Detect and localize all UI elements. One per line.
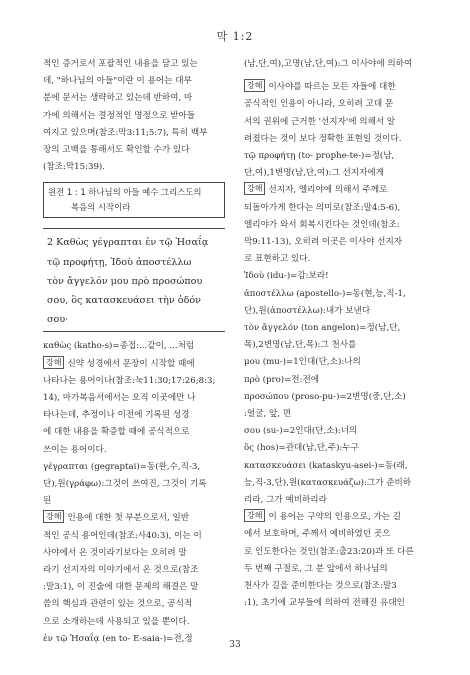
- text-line: 이 용어는 구약의 인용으로, 가는 길: [268, 512, 402, 523]
- vocab-entry: 리라, 그가 예비하리라: [244, 495, 327, 506]
- vocab-entry: [43, 459, 225, 511]
- vocab-entry: 단),원(ἀποστέλλω):내가 보낸다: [244, 305, 371, 316]
- text-line: 적인 증거로서 포괄적인 내용을 담고 있는: [43, 59, 198, 69]
- text-line: :말3:1), 이 진술에 대한 문제의 해결은 말: [43, 582, 199, 593]
- verse-line: 2 Καθὼς γέγραπται ἐν τῷ Ἠσαΐᾳ: [47, 237, 209, 249]
- text-line: 선지자, 엘리야에 의해서 주께로: [268, 185, 388, 196]
- text-line: 분에 문서는 생략하고 있는데 반하여, 마: [43, 93, 193, 104]
- kanghae-tag: 강해: [43, 356, 64, 369]
- vocab-entry: καθὼς (katho-s)=종접:...같이, ...처럼: [43, 341, 195, 352]
- kanghae-tag: 강해: [244, 509, 265, 522]
- text-line: 나타나는 용어이나(참조:눅11:30;17:26;8:3;: [43, 375, 216, 386]
- kanghae-tag: 강해: [244, 182, 265, 195]
- vocab-entry: :얼굴, 앞, 면: [244, 409, 292, 420]
- vocab-entry: [244, 148, 433, 182]
- text-line: 타나는데, 추정이나 이전에 기록된 성경: [43, 410, 190, 421]
- text-line: 쓰이는 용어이다.: [43, 444, 107, 455]
- text-line: 이사야를 따르는 모든 자들에 대한: [268, 82, 396, 93]
- kanghae-tag: 강해: [244, 79, 265, 92]
- text-line: 되돌아가게 한다는 의미로(참조:말4:5-6),: [244, 202, 401, 213]
- page-number: 33: [229, 640, 241, 650]
- text-line: 씀의 핵심과 관련이 있는 것으로, 공식적: [43, 599, 193, 610]
- text-line: 장의 고백을 통해서도 확인할 수가 있다: [43, 145, 190, 156]
- running-header: 막 1:2: [216, 30, 254, 43]
- original-text-box: [43, 182, 225, 218]
- text-line: (참조:막15:39).: [43, 162, 106, 173]
- text-line: 공식적인 인용이 아니라, 오히려 고대 문: [244, 99, 394, 110]
- vocab-entry: σου (su-)=2인대(단,소):너의: [244, 426, 358, 437]
- left-column: [43, 56, 225, 648]
- text-line: 막9:11-13), 오히려 이곳은 이사야 선지자: [244, 237, 403, 248]
- vocab-entry: ὃς (hos)=관대(남,단,주):누구: [244, 443, 359, 454]
- text-line: 인용에 대한 첫 부분으로서, 일반: [67, 513, 190, 524]
- text-line: 라기 선지자의 이야기에서 온 것으로(참조: [43, 565, 199, 576]
- text-line: 서의 권위에 근거한 '선지자'에 의해서 알: [244, 116, 396, 127]
- verse-line: σου, ὃς κατασκευάσει τὴν ὁδόν: [47, 295, 201, 307]
- vocab-entry: προσώπου (proso-pu-)=2변명(중,단,소): [244, 391, 406, 402]
- text-line: γέγραπται (gegraptai)=동(완,수,직-3,: [43, 461, 201, 472]
- text-line: 로 인도한다는 것인(참조:출23:20)과 또 다른: [244, 546, 414, 557]
- vocab-entry: μου (mu-)=1인대(단,소):나의: [244, 357, 361, 368]
- vocab-entry: ἀποστέλλω (apostello-)=동(현,능,직-1,: [244, 288, 406, 299]
- text-line: 사야에서 온 것이라기보다는 오히려 말: [43, 547, 187, 558]
- vocab-entry: 목),2변명(남,단,목):그 천사를: [244, 340, 357, 351]
- text-line: 단,여),1변명(남,단,여):그 선지자에게: [244, 168, 385, 179]
- text-line: 엘리야가 와서 회복시킨다는 것인데(참조:: [244, 219, 400, 230]
- text-line: 데, "하나님의 아들"이란 이 용어는 대부: [43, 76, 192, 87]
- text-line: :1), 초기에 교부들에 의하여 전해진 유대인: [244, 598, 405, 609]
- intro-paragraph: [43, 56, 225, 176]
- text-line: 14), 마가복음서에서는 오직 이곳에만 나: [43, 393, 196, 404]
- commentary-paragraph: [244, 509, 433, 612]
- greek-verse: [43, 228, 225, 332]
- text-line: 에서 보호하며, 주께서 예비하였던 곳으: [244, 529, 391, 540]
- vocab-entry: τὸν ἄγγελόν (ton angelon)=정(남,단,: [244, 323, 401, 334]
- verse-line: σου·: [47, 314, 69, 326]
- text-line: 두 번째 구절로, 그 분 앞에서 하나님의: [244, 563, 388, 574]
- vocab-list: [244, 268, 433, 509]
- text-line: 가에 의해서는 결정적인 명정으로 받아들: [43, 110, 196, 121]
- vocab-entry: ἐν τῷ Ἠσαΐᾳ (en to- E-saia-)=전,정: [43, 633, 193, 644]
- box-line: 복음의 시작이라: [71, 202, 131, 213]
- commentary-paragraph: [244, 79, 433, 148]
- commentary-paragraph: [43, 510, 225, 630]
- vocab-entry: 능,직-3,단),원(κατασκευάζω):그가 준비하: [244, 477, 412, 488]
- kanghae-tag: 강해: [43, 510, 64, 523]
- text-line: 단),원(γράφω):그것이 쓰여진, 그것이 기록: [43, 479, 207, 490]
- text-line: 여지고 있으며(참조:막3:11;5:7), 특히 백부: [43, 127, 208, 138]
- vocab-entry: πρὸ (pro)=전:전에: [244, 374, 320, 385]
- text-line: 된: [43, 496, 52, 507]
- verse-line: τῷ προφήτῃ, Ἰδοὺ ἀποστέλλω: [47, 256, 192, 268]
- right-column: [244, 56, 433, 613]
- verse-line: τὸν ἄγγελόν μου πρὸ προσώπου: [47, 275, 203, 287]
- vocab-entry: Ἰδοὺ (idu-)=감:보라!: [244, 271, 329, 282]
- commentary-paragraph: [43, 356, 225, 459]
- text-line: 로 표현하고 있다.: [244, 254, 311, 265]
- text-line: 에 대한 내용을 확증할 때에 공식적으로: [43, 427, 190, 438]
- commentary-paragraph: [244, 182, 433, 268]
- box-line: 원전 1 : 1 하나님의 아들 예수 그리스도의: [48, 187, 202, 198]
- vocab-entry: (남,단,여),고명(남,단,여):그 이사야에 의하여: [244, 59, 413, 69]
- text-line: 려졌다는 것이 보다 정확한 표현일 것이다.: [244, 133, 402, 144]
- text-line: τῷ προφήτῃ (to- prophe-te-)=정(남,: [244, 151, 395, 162]
- vocab-entry: κατασκευάσει (kataskyu-asei-)=동(래,: [244, 460, 408, 471]
- text-line: 으로 소개하는데 사용되고 있을 뿐이다.: [43, 616, 190, 627]
- text-line: 천사가 길을 준비한다는 것으로(참조:말3: [244, 581, 397, 592]
- text-line: 적인 공식 용어인데(참조:사40:3), 이는 이: [43, 530, 202, 541]
- text-line: 신약 성경에서 문장이 시작할 때에: [67, 358, 195, 369]
